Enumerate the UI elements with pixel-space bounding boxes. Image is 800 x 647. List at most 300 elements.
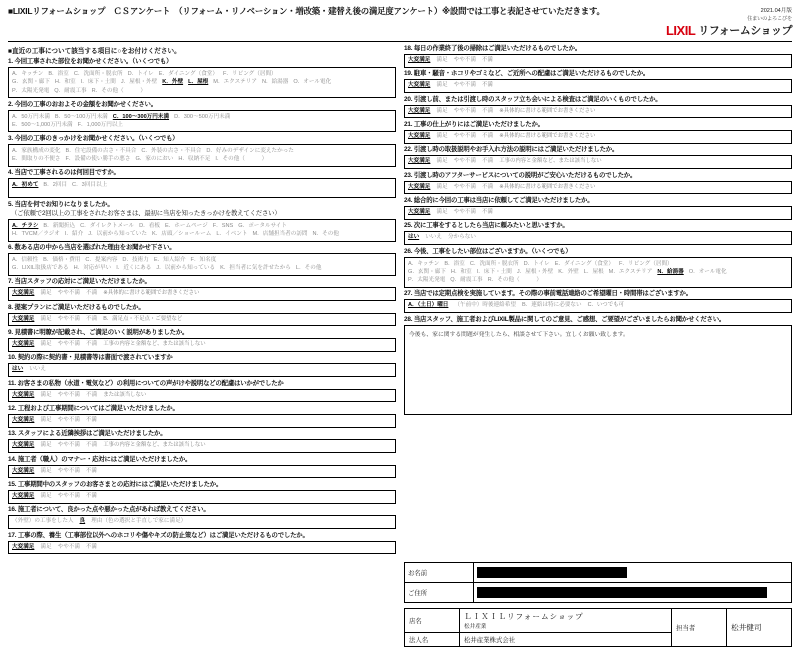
scale-option[interactable]: 満足	[40, 442, 52, 449]
scale-row	[408, 82, 788, 90]
option-item[interactable]: K．担当者に気を許せたから	[220, 265, 291, 272]
header-right	[640, 6, 792, 38]
option-item[interactable]: H．TVCM／ラジオ	[12, 231, 60, 238]
answer-box[interactable]	[404, 231, 792, 245]
columns	[8, 45, 792, 557]
shop-name: ＬＩＸＩＬリフォームショップ	[464, 611, 584, 621]
option-item[interactable]: F．リビング（居間）	[619, 260, 673, 267]
scale-option[interactable]: やや不満	[453, 57, 476, 63]
option-item[interactable]: O．オール電化	[688, 269, 727, 276]
scale-option[interactable]: 大変満足	[12, 315, 35, 322]
scale-option[interactable]: A．（土日）曜日	[408, 302, 449, 309]
option-row	[12, 264, 392, 272]
scale-option[interactable]: 大変満足	[408, 132, 431, 139]
option-item[interactable]: E．500～1,000万円未満	[12, 122, 73, 129]
scale-option[interactable]: 満足	[40, 340, 52, 347]
scale-option[interactable]: 満足	[436, 183, 448, 190]
question-18	[404, 45, 792, 68]
option-item[interactable]: I．近くにある	[116, 265, 152, 272]
lixil-logo	[640, 15, 792, 38]
answer-box[interactable]	[404, 206, 792, 220]
question-8	[8, 304, 396, 327]
scale-option[interactable]: はい	[12, 366, 24, 373]
scale-option[interactable]: やや不満	[453, 208, 476, 215]
scale-option[interactable]: やや不満	[57, 340, 80, 347]
option-row	[12, 222, 392, 230]
option-item[interactable]: A．信頼性	[12, 257, 39, 264]
option-item[interactable]: E．ダイニング（食堂）	[554, 260, 614, 267]
option-item[interactable]: A．家族構成の変化	[12, 147, 61, 154]
scale-option[interactable]: 良	[79, 518, 86, 525]
scale-option[interactable]: 満足	[40, 391, 52, 398]
option-item[interactable]: M．エクステリア	[213, 79, 257, 86]
scale-option[interactable]: 大変満足	[408, 82, 431, 89]
option-row	[408, 260, 788, 268]
question-26	[404, 248, 792, 288]
scale-option: 工事の内容と金額など、または該当しない	[103, 341, 206, 348]
scale-row	[12, 290, 392, 298]
scale-option[interactable]: 満足	[40, 467, 52, 474]
scale-option[interactable]: 満足	[40, 290, 52, 297]
option-item[interactable]: G．ポータルサイト	[238, 222, 287, 229]
table-row	[405, 582, 792, 602]
answer-box[interactable]	[8, 110, 396, 133]
option-item[interactable]: A．チラシ	[12, 222, 39, 229]
option-item[interactable]: A．初めて	[12, 182, 39, 189]
scale-row	[408, 133, 788, 141]
option-item[interactable]: C．外装の古さ・不具合	[141, 147, 202, 154]
option-item[interactable]: N．給湯器	[657, 269, 684, 276]
lead-instruction: ■直近の工事について該当する項目に○をお付けください。	[8, 48, 181, 55]
scale-row	[12, 341, 392, 349]
scale-option[interactable]: 満足	[436, 82, 448, 89]
option-row	[12, 87, 392, 95]
question-text: 8. 提案プランにご満足いただけるものでしたか。	[8, 303, 145, 311]
option-item[interactable]: L．イベント	[216, 231, 248, 238]
scale-row	[408, 158, 788, 166]
option-item[interactable]: I．床下・土間	[80, 79, 116, 86]
option-row	[408, 276, 788, 284]
left-column	[8, 45, 396, 557]
scale-option[interactable]: 大変満足	[408, 208, 431, 215]
question-10	[8, 354, 396, 377]
option-item[interactable]: I．床下・土間	[476, 269, 512, 276]
option-item[interactable]: I．紹介	[64, 231, 84, 238]
scale-option: 不満	[481, 57, 493, 64]
scale-option: 不満	[85, 417, 97, 424]
answer-box[interactable]	[8, 490, 396, 504]
answer-box[interactable]	[8, 338, 396, 352]
option-item[interactable]: C．洗面所・脱衣所	[469, 260, 519, 267]
scale-option[interactable]: （外壁）の工事をした人	[12, 518, 74, 525]
answer-box[interactable]	[404, 130, 792, 144]
option-item[interactable]: D．トイレ	[523, 260, 550, 267]
option-item[interactable]: D．好みのデザインに変えたかった	[206, 147, 294, 154]
respondent-info	[404, 562, 792, 647]
question-text: 3. 今回の工事のきっかけをお聞かせください。（いくつでも）	[8, 134, 179, 142]
scale-option[interactable]: やや不満	[453, 107, 476, 114]
scale-row	[12, 417, 392, 425]
question-text: 21. 工事の仕上がりにはご満足いただけましたか。	[404, 120, 544, 128]
option-row	[12, 121, 392, 129]
scale-option[interactable]: 満足	[40, 416, 52, 423]
scale-option: 工事の内容と金額など、または該当しない	[499, 158, 602, 165]
answer-box[interactable]	[8, 287, 396, 301]
question-text: 9. 見積書に明瞭が記載され、ご満足のいく説明がありましたか。	[8, 328, 189, 336]
scale-option[interactable]: 不満	[85, 442, 98, 449]
free-comment-text: 今後も、家に関する問題が発生したら、相談させて下さい。宜しくお願い致します。	[409, 331, 629, 338]
scale-option[interactable]: やや不満	[57, 391, 80, 398]
free-comment-box[interactable]	[404, 325, 792, 415]
option-item[interactable]: O．オール電化	[293, 79, 332, 86]
question-13	[8, 430, 396, 453]
table-row	[405, 562, 792, 582]
scale-row	[12, 392, 392, 400]
option-row	[12, 147, 392, 155]
option-item[interactable]: C．洗面所・脱衣所	[73, 71, 123, 77]
right-column	[404, 45, 792, 417]
option-item[interactable]: D．トイレ	[127, 71, 154, 77]
scale-option[interactable]: やや不満	[57, 467, 80, 474]
question-16	[8, 506, 396, 529]
scale-row	[12, 544, 392, 552]
question-text: 18. 毎日の作業終了後の掃除はご満足いただけるものでしたか。	[404, 45, 582, 52]
option-item[interactable]: J．以前から知っている	[156, 265, 216, 272]
option-item[interactable]: R．その他（ ）	[487, 277, 543, 284]
question-4	[8, 169, 396, 198]
scale-option: B．満足点・不足点・ご要望など	[103, 315, 183, 322]
question-20	[404, 96, 792, 119]
corp-name: 松井産業株式会社	[460, 632, 672, 646]
scale-option[interactable]: B．連絡は特に必要ない	[521, 302, 582, 309]
scale-option[interactable]: 大変満足	[12, 442, 35, 449]
scale-option: ※具体的に書ける範囲でお書きください	[499, 107, 596, 114]
scale-option[interactable]: 満足	[40, 315, 52, 322]
scale-option[interactable]: 不満	[85, 290, 98, 297]
answer-box[interactable]	[8, 363, 396, 377]
question-22	[404, 146, 792, 169]
scale-option[interactable]: やや不満	[57, 442, 80, 449]
option-item[interactable]: F．SNS	[212, 222, 234, 229]
scale-option: または該当しない	[103, 391, 147, 398]
option-item[interactable]: C．3回目以上	[72, 182, 108, 189]
option-item[interactable]: M．エクステリア	[608, 269, 653, 276]
shop-sub-name: 松井産業	[464, 623, 487, 630]
option-item[interactable]: J．以前から知っていた	[88, 231, 147, 238]
page-title: ■LIXILリフォームショップ ＣＳアンケート （リフォーム・リノベーション・増改築・建替え後の満足度アンケート）※設問では工事と表記させていただきます。	[8, 6, 605, 16]
question-text: 7. 当店スタッフの応対にご満足いただけましたか。	[8, 278, 151, 286]
scale-option[interactable]: 不満	[85, 391, 98, 398]
question-1	[8, 58, 396, 98]
question-7	[8, 278, 396, 301]
option-item[interactable]: H．対応が早い	[73, 265, 112, 272]
scale-option[interactable]: 不満	[85, 315, 98, 322]
option-item[interactable]: J．屋根・外壁	[120, 79, 158, 86]
answer-box[interactable]	[8, 67, 396, 98]
option-item[interactable]: F．知名度	[190, 257, 217, 264]
scale-option[interactable]: 理由（色の選択と手直しで家に満足）	[91, 518, 187, 525]
scale-option[interactable]: やや不満	[453, 183, 476, 190]
question-9	[8, 329, 396, 352]
answer-box[interactable]	[8, 515, 396, 529]
scale-row	[12, 468, 392, 476]
logo-lixil-text: LIXIL	[665, 22, 696, 38]
scale-option[interactable]: 満足	[436, 208, 448, 215]
scale-row	[12, 518, 392, 526]
question-text: 13. スタッフによる近隣挨拶はご満足いただけましたか。	[8, 430, 167, 438]
question-23	[404, 172, 792, 195]
option-item[interactable]: N．その他	[312, 231, 339, 238]
option-item[interactable]: K．外壁	[162, 79, 184, 86]
scale-option[interactable]: 大変満足	[12, 340, 35, 347]
question-21	[404, 121, 792, 144]
scale-row	[12, 442, 392, 450]
option-item[interactable]: N．給湯器	[261, 79, 289, 86]
option-row	[12, 78, 392, 86]
redacted-address	[477, 587, 767, 598]
option-item[interactable]: F．設備の使い勝手の悪さ	[65, 156, 131, 163]
scale-option[interactable]: 満足	[40, 543, 52, 550]
option-item[interactable]: L．屋根	[188, 79, 209, 86]
question-text: 4. 当店で工事されるのは何回目ですか。	[8, 169, 120, 177]
question-text: 19. 駐車・騒音・ホコリやゴミなど、ご近所への配慮はご満足いただけるものでしたか。	[404, 70, 650, 78]
scale-option[interactable]: 大変満足	[12, 391, 35, 398]
option-item[interactable]: G．LIXIL取扱店である	[12, 265, 69, 272]
scale-option[interactable]: 満足	[436, 132, 448, 139]
scale-row	[408, 108, 788, 116]
scale-option: 不満	[481, 82, 493, 89]
table-row	[405, 608, 792, 632]
footer	[8, 562, 792, 647]
scale-row	[408, 302, 788, 310]
shop-name-cell	[460, 608, 672, 632]
answer-box[interactable]	[8, 313, 396, 327]
option-item[interactable]: P．太陽光発電	[12, 87, 50, 94]
scale-option: ※具体的に書ける範囲でお書きください	[103, 290, 200, 297]
question-text: 16. 施工者について、良かった点や悪かった点があれば教えてください。	[8, 506, 210, 514]
scale-option[interactable]: 大変満足	[12, 543, 35, 550]
question-17	[8, 532, 396, 555]
option-item[interactable]: C．提案内容	[85, 257, 118, 264]
option-item[interactable]: A．キッチン	[408, 260, 440, 267]
option-item[interactable]: I．その他（ ）	[215, 156, 268, 163]
scale-option[interactable]: やや不満	[57, 492, 80, 499]
option-item[interactable]: E．間取りの不便さ	[12, 156, 61, 163]
scale-row	[408, 57, 788, 65]
scale-option[interactable]: やや不満	[57, 543, 80, 550]
option-item[interactable]: B．浴室	[444, 260, 465, 267]
scale-option[interactable]: いいえ	[29, 366, 46, 373]
answer-box[interactable]	[404, 79, 792, 93]
scale-option[interactable]: やや不満	[57, 290, 80, 297]
answer-box[interactable]	[8, 541, 396, 555]
option-item[interactable]: Q．耐震工事	[450, 277, 483, 284]
option-item[interactable]: L．その他	[295, 265, 322, 272]
scale-option[interactable]: （午前中）時後連絡希望	[454, 302, 516, 309]
option-row	[12, 181, 392, 189]
question-text: 6. 数ある店の中から当店を選ばれた理由をお聞かせ下さい。	[8, 244, 176, 252]
name-value[interactable]	[474, 562, 792, 582]
scale-option[interactable]: 満足	[436, 158, 448, 165]
question-text: 23. 引渡し時のアフターサービスについての説明がご安心いただけるものでしたか。	[404, 171, 637, 179]
scale-option[interactable]: 大変満足	[12, 492, 35, 499]
option-item[interactable]: Q．耐震工事	[54, 87, 87, 94]
option-row	[12, 70, 392, 78]
option-item[interactable]: K．外壁	[558, 269, 579, 276]
scale-option[interactable]: 不満	[481, 158, 494, 165]
option-item[interactable]: A．50万円未満	[12, 113, 50, 120]
option-item[interactable]: F．1,000万円以上	[77, 122, 124, 129]
option-item[interactable]: D．看板	[139, 222, 160, 229]
scale-option[interactable]: やや不満	[453, 82, 476, 89]
scale-option: C．いつでも可	[587, 302, 624, 309]
scale-option: 不満	[85, 493, 97, 500]
option-item[interactable]: H．和室	[54, 79, 76, 86]
option-row	[12, 113, 392, 121]
question-text: 2. 今回の工事のおおよその金額をお聞かせください。	[8, 100, 157, 108]
option-item[interactable]: A．キッチン	[12, 71, 44, 77]
option-item[interactable]: B．価格・費用	[43, 257, 81, 264]
shop-table	[404, 608, 792, 647]
option-item[interactable]: M．店舗担当者の訪問	[252, 231, 308, 238]
option-row	[12, 155, 392, 163]
scale-option[interactable]: 分からない	[448, 234, 476, 241]
shop-label: 店名	[405, 608, 460, 632]
scale-option[interactable]: 大変満足	[12, 290, 35, 297]
option-item[interactable]: K．店頭／ショールーム	[151, 231, 212, 238]
option-item[interactable]: B．50～100万円未満	[54, 113, 108, 120]
scale-option[interactable]: やや不満	[57, 315, 80, 322]
scale-option[interactable]: 不満	[481, 183, 494, 190]
option-row	[12, 256, 392, 264]
answer-box[interactable]	[404, 299, 792, 313]
question-text: 25. 次に工事をするとしたら当店に頼みたいと思いますか。	[404, 222, 569, 230]
corp-label: 法人名	[405, 632, 460, 646]
logo-tagline: 住まいのよろこびを	[747, 16, 792, 22]
scale-option[interactable]: やや不満	[453, 158, 476, 165]
respondent-table	[404, 562, 792, 603]
answer-box[interactable]	[8, 219, 396, 242]
question-14	[8, 456, 396, 479]
scale-option[interactable]: 不満	[481, 107, 494, 114]
question-28	[404, 316, 792, 415]
answer-box[interactable]	[8, 253, 396, 276]
page-header	[8, 6, 792, 38]
answer-box[interactable]	[8, 178, 396, 198]
scale-option[interactable]: いいえ	[425, 234, 442, 241]
option-item[interactable]: B．浴室	[48, 71, 69, 77]
scale-row	[12, 366, 392, 374]
option-item[interactable]: B．住宅設備の古さ・不具合	[65, 147, 137, 154]
option-item[interactable]: G．玄関・廊下	[408, 269, 446, 276]
question-text: 11. お客さまの私物（水道・電気など）の利用についての声がけや説明などの配慮はいかがでしたか	[8, 379, 284, 387]
scale-option: 工事の内容と金額など、または該当しない	[103, 442, 206, 449]
option-item[interactable]: G．家のにおい	[135, 156, 174, 163]
option-item[interactable]: B．2回目	[43, 182, 68, 189]
question-24	[404, 197, 792, 220]
answer-box[interactable]	[404, 54, 792, 68]
question-text: 5. 当店を何でお知りになりましたか。	[8, 200, 114, 208]
option-item[interactable]: F．リビング（居間）	[223, 71, 277, 77]
scale-option[interactable]: 大変満足	[408, 107, 431, 114]
question-19	[404, 70, 792, 93]
question-text: 14. 施工者（職人）のマナー・応対にはご満足いただけましたか。	[8, 455, 192, 463]
scale-option[interactable]: やや不満	[453, 132, 476, 139]
scale-option[interactable]: 満足	[436, 107, 448, 114]
question-15	[8, 481, 396, 504]
option-item[interactable]: H．収納不足	[178, 156, 211, 163]
answer-box[interactable]	[8, 414, 396, 428]
question-subtext: （ご依頼で2回以上の工事をされたお客さまは、最初に当店を知ったきっかけを教えてください）	[8, 209, 281, 217]
option-item[interactable]: J．屋根・外壁	[516, 269, 554, 276]
question-text: 10. 契約の際に契約書・見積書等は書面で渡されていますか	[8, 354, 173, 362]
option-item[interactable]: B．新聞折込	[43, 222, 76, 229]
scale-option[interactable]: 満足	[436, 57, 448, 63]
scale-option[interactable]: はい	[408, 234, 420, 241]
option-item[interactable]: P．太陽光発電	[408, 277, 446, 284]
scale-option: ※具体的に書ける範囲でお書きください	[499, 183, 596, 190]
question-text: 15. 工事期間中のスタッフのお客さまとの応対にはご満足いただけましたか。	[8, 480, 223, 488]
question-6	[8, 244, 396, 276]
scale-option[interactable]: 満足	[40, 492, 52, 499]
scale-option[interactable]: やや不満	[57, 416, 80, 423]
question-3	[8, 135, 396, 167]
option-item[interactable]: G．玄関・廊下	[12, 79, 50, 86]
option-item[interactable]: C．ダイレクトメール	[80, 222, 135, 229]
option-item[interactable]: E．ダイニング（食堂）	[158, 71, 218, 77]
question-text: 24. 総合的に今回の工事は当店に依頼してご満足いただけましたか。	[404, 196, 594, 204]
scale-option: 不満	[85, 543, 97, 550]
scale-row	[408, 234, 788, 242]
option-item[interactable]: E．知人紹介	[153, 257, 186, 264]
option-item[interactable]: D．技術力	[122, 257, 149, 264]
answer-box[interactable]	[8, 144, 396, 167]
answer-box[interactable]	[404, 105, 792, 119]
option-item[interactable]: D．300～500万円未満	[174, 113, 231, 120]
address-value[interactable]	[474, 582, 792, 602]
answer-box[interactable]	[8, 439, 396, 453]
revision-date: 2021.04月版	[760, 8, 792, 14]
question-text: 22. 引渡し時の取扱説明やお手入れ方法の説明にはご満足いただけましたか。	[404, 146, 619, 154]
option-item[interactable]: E．ホームページ	[164, 222, 208, 229]
redacted-name	[477, 567, 627, 578]
answer-box[interactable]	[404, 257, 792, 288]
answer-box[interactable]	[404, 155, 792, 169]
question-2	[8, 101, 396, 133]
scale-option[interactable]: 大変満足	[12, 467, 35, 474]
question-text: 28. 当店スタッフ、施工者およびLIXIL製品に関してのご意見、ご感想、ご要望がございましたらお聞かせください。	[404, 315, 726, 323]
option-item[interactable]: L．屋根	[583, 269, 604, 276]
scale-option[interactable]: 大変満足	[408, 183, 431, 190]
answer-box[interactable]	[8, 389, 396, 403]
scale-option[interactable]: 大変満足	[408, 158, 431, 165]
scale-option[interactable]: 大変満足	[408, 57, 431, 63]
scale-row	[12, 493, 392, 501]
scale-option: 不満	[85, 467, 97, 474]
answer-box[interactable]	[8, 465, 396, 479]
answer-box[interactable]	[404, 181, 792, 195]
scale-option[interactable]: 不満	[85, 340, 98, 347]
header-left	[8, 6, 634, 17]
scale-option[interactable]: 大変満足	[12, 416, 35, 423]
address-label: ご住所	[405, 582, 474, 602]
option-item[interactable]: C．100～300万円未満	[112, 113, 170, 120]
question-text: 12. 工程および工事期間についてはご満足いただけましたか。	[8, 404, 179, 412]
option-item[interactable]: H．和室	[450, 269, 472, 276]
option-item[interactable]: R．その他（ ）	[91, 87, 147, 94]
option-row	[12, 230, 392, 238]
scale-option[interactable]: 不満	[481, 132, 494, 139]
